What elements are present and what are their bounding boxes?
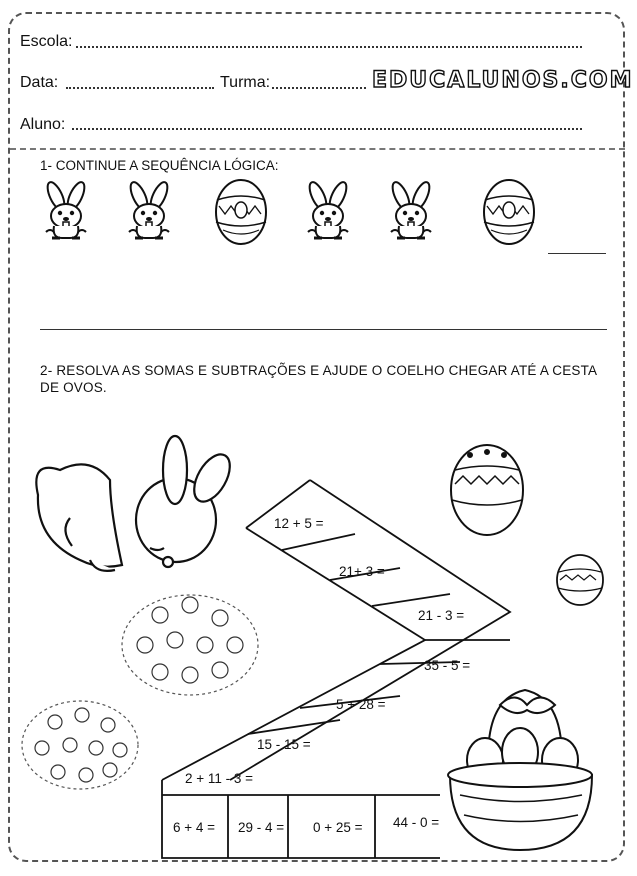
egg-icon [451,445,523,535]
brand-logo: EDUCALUNOS.COM [372,68,634,93]
path-cell-5: 5 + 28 = [336,697,386,712]
school-label: Escola: [20,33,73,50]
bottom-cell-1: 6 + 4 = [173,820,216,835]
class-label: Turma: [220,74,271,91]
path-cell-6: 15 - 15 = [257,737,311,752]
path-cell-1: 12 + 5 = [274,516,324,531]
basket-icon [448,690,592,850]
bottom-cell-4: 44 - 0 = [393,815,440,830]
exercise1-title: 1- CONTINUE A SEQUÊNCIA LÓGICA: [40,158,279,173]
exercise2-title: 2- RESOLVA AS SOMAS E SUBTRAÇÕES E AJUDE O COELHO CHEGAR ATÉ A CESTA DE OVOS. [40,363,597,395]
path-cell-7: 2 + 11 - 3 = [185,771,254,786]
path-cell-2: 21+ 3 = [339,564,385,579]
student-label: Aluno: [20,116,66,133]
bottom-cell-3: 0 + 25 = [313,820,363,835]
egg-icon [557,555,603,605]
path-cell-3: 21 - 3 = [418,608,465,623]
flower-bush-icon [22,595,258,789]
date-label: Data: [20,74,59,91]
bottom-cell-2: 29 - 4 = [238,820,285,835]
bunny-icon [36,436,237,571]
path-cell-4: 35 - 5 = [424,658,471,673]
